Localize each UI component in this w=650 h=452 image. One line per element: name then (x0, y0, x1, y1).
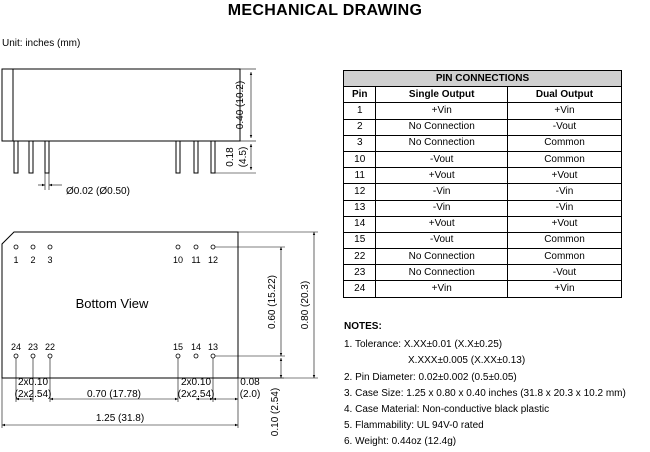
table-row (344, 135, 622, 151)
cell-pin: 15 (344, 232, 376, 248)
note-item: 2. Pin Diameter: 0.02±0.002 (0.5±0.05) (344, 371, 517, 383)
pin-label: 13 (207, 342, 219, 352)
cell-pin: 22 (344, 249, 376, 265)
pin-side (194, 141, 198, 173)
cell-pin: 11 (344, 168, 376, 184)
table-row (344, 265, 622, 281)
pin-label: 24 (10, 342, 22, 352)
dim-row-spacing: 0.60 (15.22) (267, 275, 278, 329)
pin-hole (176, 354, 180, 358)
table-row (344, 168, 622, 184)
cell-pin: 2 (344, 119, 376, 135)
dim-pin-length-mm: (4.5) (238, 146, 249, 168)
note-item: 3. Case Size: 1.25 x 0.80 x 0.40 inches (31.8 x 20.3 x 10.2 mm) (344, 387, 626, 399)
cell-single: No Connection (376, 265, 508, 281)
cell-dual: -Vout (507, 119, 621, 135)
column-header: Dual Output (507, 87, 621, 103)
cell-dual: Common (507, 151, 621, 167)
pin-hole (194, 354, 198, 358)
table-row (344, 281, 622, 297)
pin-hole (194, 245, 198, 249)
pin-hole (211, 245, 215, 249)
pin-hole (14, 354, 18, 358)
dim-span: 0.70 (17.78) (87, 389, 141, 400)
cell-single: No Connection (376, 249, 508, 265)
dim-pin-length: 0.18 (225, 147, 236, 167)
cell-dual: Common (507, 135, 621, 151)
pin-hole (48, 354, 52, 358)
pin-label: 14 (190, 342, 202, 352)
cell-pin: 23 (344, 265, 376, 281)
cell-pin: 14 (344, 216, 376, 232)
note-item: 5. Flammability: UL 94V-0 rated (344, 420, 484, 432)
note-item: 1. Tolerance: X.XX±0.01 (X.X±0.25) (344, 339, 503, 351)
dim-case-height: 0.40 (10.2) (235, 80, 246, 130)
table-row (344, 216, 622, 232)
pin-hole (31, 354, 35, 358)
dim-pin-diameter: Ø0.02 (Ø0.50) (66, 186, 130, 197)
pin-side (29, 141, 33, 173)
dim-width: 0.80 (20.3) (300, 280, 311, 330)
pin-hole (31, 245, 35, 249)
case-side-outline (2, 69, 240, 141)
notes-section (344, 319, 626, 451)
cell-dual: +Vin (507, 281, 621, 297)
cell-single: +Vout (376, 216, 508, 232)
cell-single: -Vin (376, 184, 508, 200)
cell-pin: 12 (344, 184, 376, 200)
pin-side (14, 141, 18, 173)
pin-label: 3 (47, 255, 53, 265)
pin-label: 2 (30, 255, 36, 265)
pin-hole (48, 245, 52, 249)
drawing-title: MECHANICAL DRAWING (227, 2, 423, 19)
pin-label: 11 (191, 255, 201, 265)
cell-single: -Vin (376, 200, 508, 216)
cell-dual: Common (507, 249, 621, 265)
cell-pin: 13 (344, 200, 376, 216)
column-header: Pin (344, 87, 376, 103)
dim-edge: 0.08 (240, 377, 260, 388)
cell-pin: 10 (344, 151, 376, 167)
pin-side (176, 141, 180, 173)
table-row (344, 232, 622, 248)
cell-dual: +Vout (507, 216, 621, 232)
cell-single: +Vout (376, 168, 508, 184)
dim-pitch-right-mm: (2x2.54) (177, 389, 215, 400)
note-item-continuation: X.XXX±0.005 (X.XX±0.13) (408, 355, 526, 367)
pin-connections-table (343, 70, 622, 298)
cell-dual: Common (507, 232, 621, 248)
dim-bottom-offset: 0.10 (2.54) (270, 387, 281, 437)
dim-length: 1.25 (31.8) (95, 413, 145, 424)
pin-hole (211, 354, 215, 358)
side-view (2, 69, 256, 190)
pin-side (45, 141, 49, 173)
pin-label: 23 (27, 342, 39, 352)
column-header: Single Output (376, 87, 508, 103)
cell-single: No Connection (376, 135, 508, 151)
note-item: 4. Case Material: Non-conductive black plastic (344, 404, 550, 416)
table-caption: PIN CONNECTIONS (344, 71, 622, 87)
cell-single: -Vout (376, 151, 508, 167)
cell-single: +Vin (376, 281, 508, 297)
table-row (344, 103, 622, 119)
dim-edge-mm: (2.0) (239, 389, 261, 400)
cell-dual: -Vin (507, 200, 621, 216)
cell-single: +Vin (376, 103, 508, 119)
cell-single: No Connection (376, 119, 508, 135)
note-item: 6. Weight: 0.44oz (12.4g) (344, 436, 457, 448)
pin-label: 12 (207, 255, 219, 265)
table-row (344, 119, 622, 135)
cell-pin: 1 (344, 103, 376, 119)
pin-label: 15 (172, 342, 184, 352)
dim-pitch-right: 2x0.10 (180, 377, 212, 388)
pin-hole (14, 245, 18, 249)
cell-dual: +Vout (507, 168, 621, 184)
cell-dual: +Vin (507, 103, 621, 119)
table-row (344, 151, 622, 167)
pin-side (211, 141, 215, 173)
table-row (344, 200, 622, 216)
pin-label: 22 (44, 342, 56, 352)
pin-label: 10 (172, 255, 184, 265)
pin-label: 1 (13, 255, 19, 265)
cell-pin: 3 (344, 135, 376, 151)
cell-dual: -Vin (507, 184, 621, 200)
cell-single: -Vout (376, 232, 508, 248)
cell-dual: -Vout (507, 265, 621, 281)
pin-hole (176, 245, 180, 249)
table-row (344, 249, 622, 265)
bottom-view-label: Bottom View (75, 296, 149, 311)
cell-pin: 24 (344, 281, 376, 297)
unit-note: Unit: inches (mm) (2, 38, 81, 49)
dim-pitch-left-mm: (2x2.54) (14, 389, 52, 400)
table-row (344, 184, 622, 200)
dim-pitch-left: 2x0.10 (17, 377, 49, 388)
notes-heading: NOTES: (344, 321, 382, 332)
